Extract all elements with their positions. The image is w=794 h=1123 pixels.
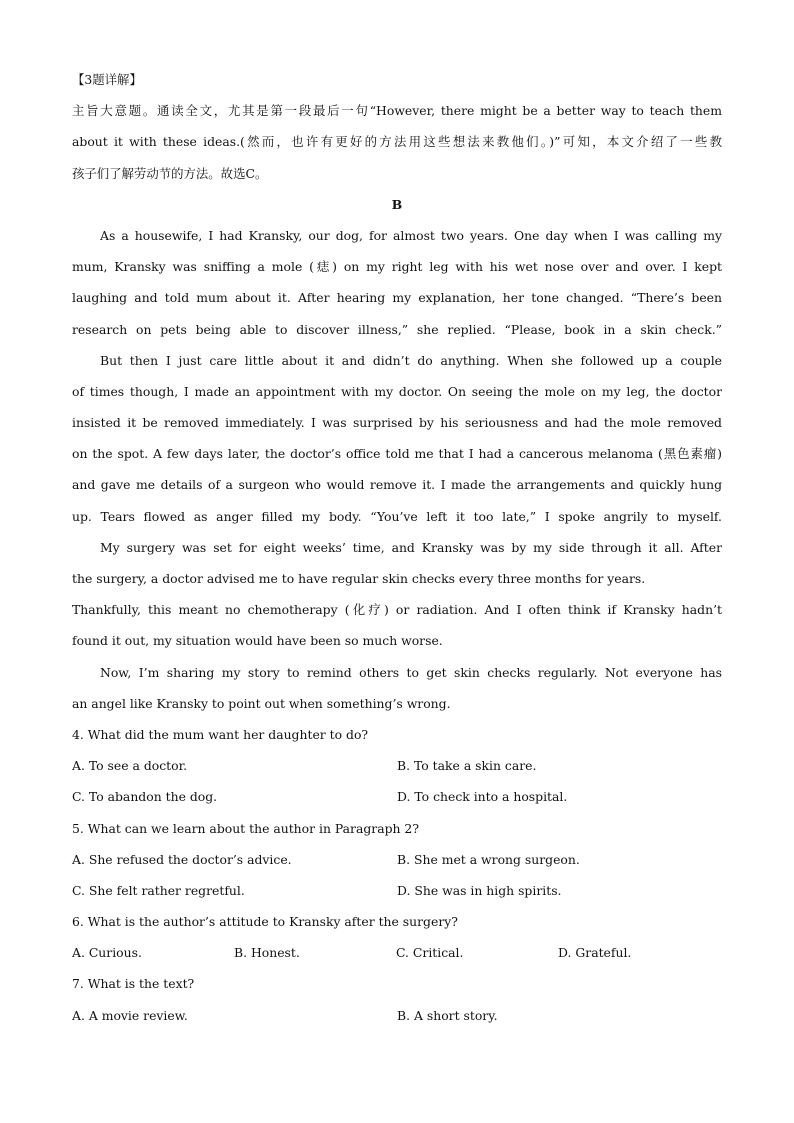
- option-a: A. Curious.: [72, 945, 142, 961]
- explanation-line: 主旨大意题。通读全文，尤其是第一段最后一句“However, there might be a better way to teach them: [72, 103, 722, 119]
- passage-line: As a housewife, I had Kransky, our dog, for almost two years. One day when I was calling my: [100, 227, 722, 243]
- passage-line: My surgery was set for eight weeks’ time, and Kransky was by my side through it all. After: [100, 539, 722, 555]
- paragraph-3: [72, 532, 722, 657]
- question-7: [72, 968, 722, 1030]
- option-c: C. To abandon the dog.: [72, 789, 218, 805]
- option-row: [72, 844, 722, 875]
- passage-line: mum, Kransky was sniffing a mole (痣) on my right leg with his wet nose over and over. I kept: [72, 259, 722, 275]
- question-text: 5. What can we learn about the author in Paragraph 2?: [72, 820, 419, 836]
- passage-line: and gave me details of a surgeon who would remove it. I made the arrangements and quickly hung: [72, 477, 722, 493]
- paragraph-1: [72, 220, 722, 345]
- option-row: [72, 937, 722, 968]
- option-d: D. To check into a hospital.: [397, 789, 568, 805]
- passage-line: insisted it be removed immediately. I was surprised by his seriousness and had the mole removed: [72, 415, 722, 431]
- option-a: A. She refused the doctor’s advice.: [72, 851, 292, 867]
- option-a: A. To see a doctor.: [72, 758, 188, 774]
- question-4: [72, 719, 722, 813]
- passage-line: of times though, I made an appointment with my doctor. On seeing the mole on my leg, the doctor: [72, 383, 722, 399]
- option-row: [72, 781, 722, 812]
- option-d: D. She was in high spirits.: [397, 882, 562, 898]
- explanation-heading: 【3题详解】: [72, 72, 142, 87]
- passage-line: up. Tears flowed as anger filled my body. “You’ve left it too late,” I spoke angrily to myself.: [72, 508, 722, 524]
- option-c: C. Critical.: [396, 945, 464, 961]
- passage-line: found it out, my situation would have been so much worse.: [72, 633, 443, 649]
- option-d: D. Grateful.: [558, 945, 632, 961]
- option-row: [72, 875, 722, 906]
- option-b: B. She met a wrong surgeon.: [397, 851, 580, 867]
- passage-line: laughing and told mum about it. After hearing my explanation, her tone changed. “There’s been: [72, 290, 722, 306]
- option-c: C. She felt rather regretful.: [72, 882, 245, 898]
- passage-line: But then I just care little about it and didn’t do anything. When she followed up a couple: [100, 352, 722, 368]
- passage-line: on the spot. A few days later, the doctor’s office told me that I had a cancerous melanoma (黑色素瘤): [72, 446, 722, 462]
- explanation-line: about it with these ideas.(然而，也许有更好的方法用这些想法来教他们。)”可知，本文介绍了一些教: [72, 134, 722, 150]
- passage-line: Now, I’m sharing my story to remind others to get skin checks regularly. Not everyone has: [100, 664, 722, 680]
- question-text: 4. What did the mum want her daughter to do?: [72, 726, 369, 742]
- passage-line: an angel like Kransky to point out when something’s wrong.: [72, 695, 451, 711]
- passage-line: Thankfully, this meant no chemotherapy (化疗) or radiation. And I often think if Kransky hadn’t: [72, 602, 722, 618]
- section-label: B: [391, 196, 403, 212]
- paragraph-2: [72, 345, 722, 532]
- option-b: B. Honest.: [234, 945, 300, 961]
- question-5: [72, 813, 722, 907]
- option-b: B. To take a skin care.: [397, 758, 537, 774]
- question-6: [72, 906, 722, 968]
- option-row: [72, 750, 722, 781]
- passage-line: the surgery, a doctor advised me to have regular skin checks every three months for years.: [72, 571, 646, 586]
- passage-line: research on pets being able to discover illness,” she replied. “Please, book in a skin check.”: [72, 321, 722, 337]
- document-page: [72, 64, 722, 1031]
- explanation-line: 孩子们了解劳动节的方法。故选C。: [72, 165, 268, 181]
- option-a: A. A movie review.: [72, 1007, 188, 1023]
- paragraph-4: [72, 657, 722, 719]
- question-text: 6. What is the author’s attitude to Kransky after the surgery?: [72, 914, 458, 930]
- question-text: 7. What is the text?: [72, 976, 195, 992]
- option-row: [72, 1000, 722, 1031]
- option-b: B. A short story.: [397, 1007, 498, 1023]
